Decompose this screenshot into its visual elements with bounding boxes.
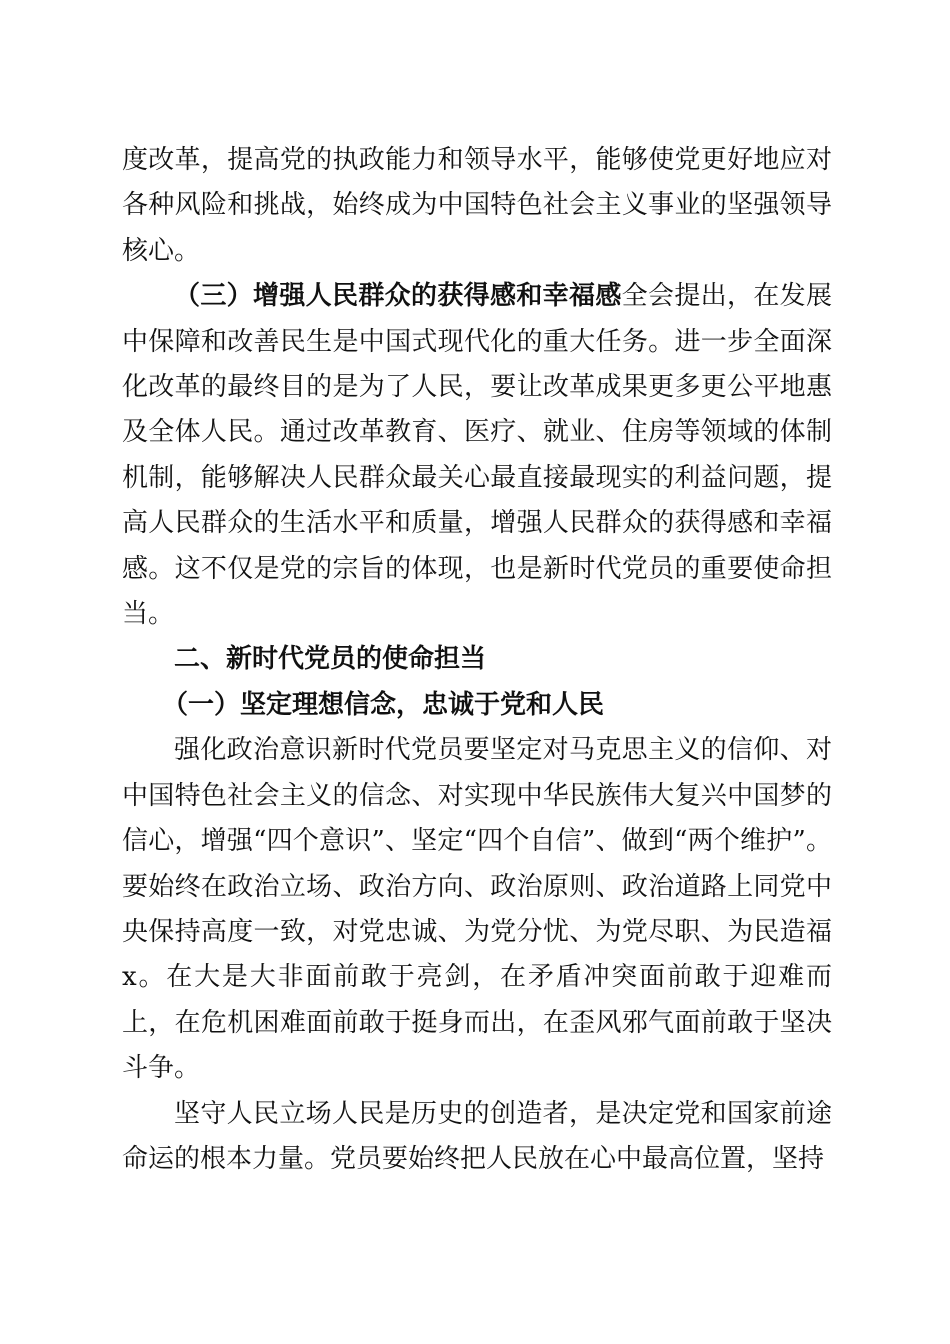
political-awareness-body: 新时代党员要坚定对马克思主义的信仰、对中国特色社会主义的信念、对实现中华民族伟大复兴中国梦的信心，增强“四个意识”、坚定“四个自信”、做到“两个维护”。要始终在政治立场、政治方向、政治原则、政治道路上同党中央保持高度一致，对党忠诚、为党分忧、为党尽职、为民造福x。在大是大非面前敢于亮剑，在矛盾冲突面前敢于迎难而上，在危机困难面前敢于挺身而出，在歪风邪气面前敢于坚决斗争。 [122, 735, 832, 1084]
paragraph-people-stance [122, 1092, 832, 1183]
people-stance-body: 人民是历史的创造者，是决定党和国家前途命运的根本力量。党员要始终把人民放在心中最高位置，坚持 [122, 1098, 832, 1174]
paragraph-political-awareness [122, 728, 832, 1091]
political-awareness-lead: 强化政治意识 [174, 735, 332, 766]
subheading-1: （一）坚定理想信念，忠诚于党和人民 [162, 689, 605, 720]
paragraph-section-3 [122, 274, 832, 637]
people-stance-lead: 坚守人民立场 [174, 1098, 332, 1129]
heading-2: 二、新时代党员的使命担当 [174, 644, 487, 675]
section-3-title: （三）增强人民群众的获得感和幸福感 [174, 281, 622, 312]
paragraph-continuation: 度改革，提高党的执政能力和领导水平，能够使党更好地应对各种风险和挑战，始终成为中国特色社会主义事业的坚强领导核心。 [122, 145, 832, 266]
section-3-body: 全会提出，在发展中保障和改善民生是中国式现代化的重大任务。进一步全面深化改革的最终目的是为了人民，要让改革成果更多更公平地惠及全体人民。通过改革教育、医疗、就业、住房等领域的体制机制，能够解决人民群众最关心最直接最现实的利益问题，提高人民群众的生活水平和质量，增强人民群众的获得感和幸福感。这不仅是党的宗旨的体现，也是新时代党员的重要使命担当。 [122, 281, 832, 630]
document-page [122, 138, 832, 1182]
